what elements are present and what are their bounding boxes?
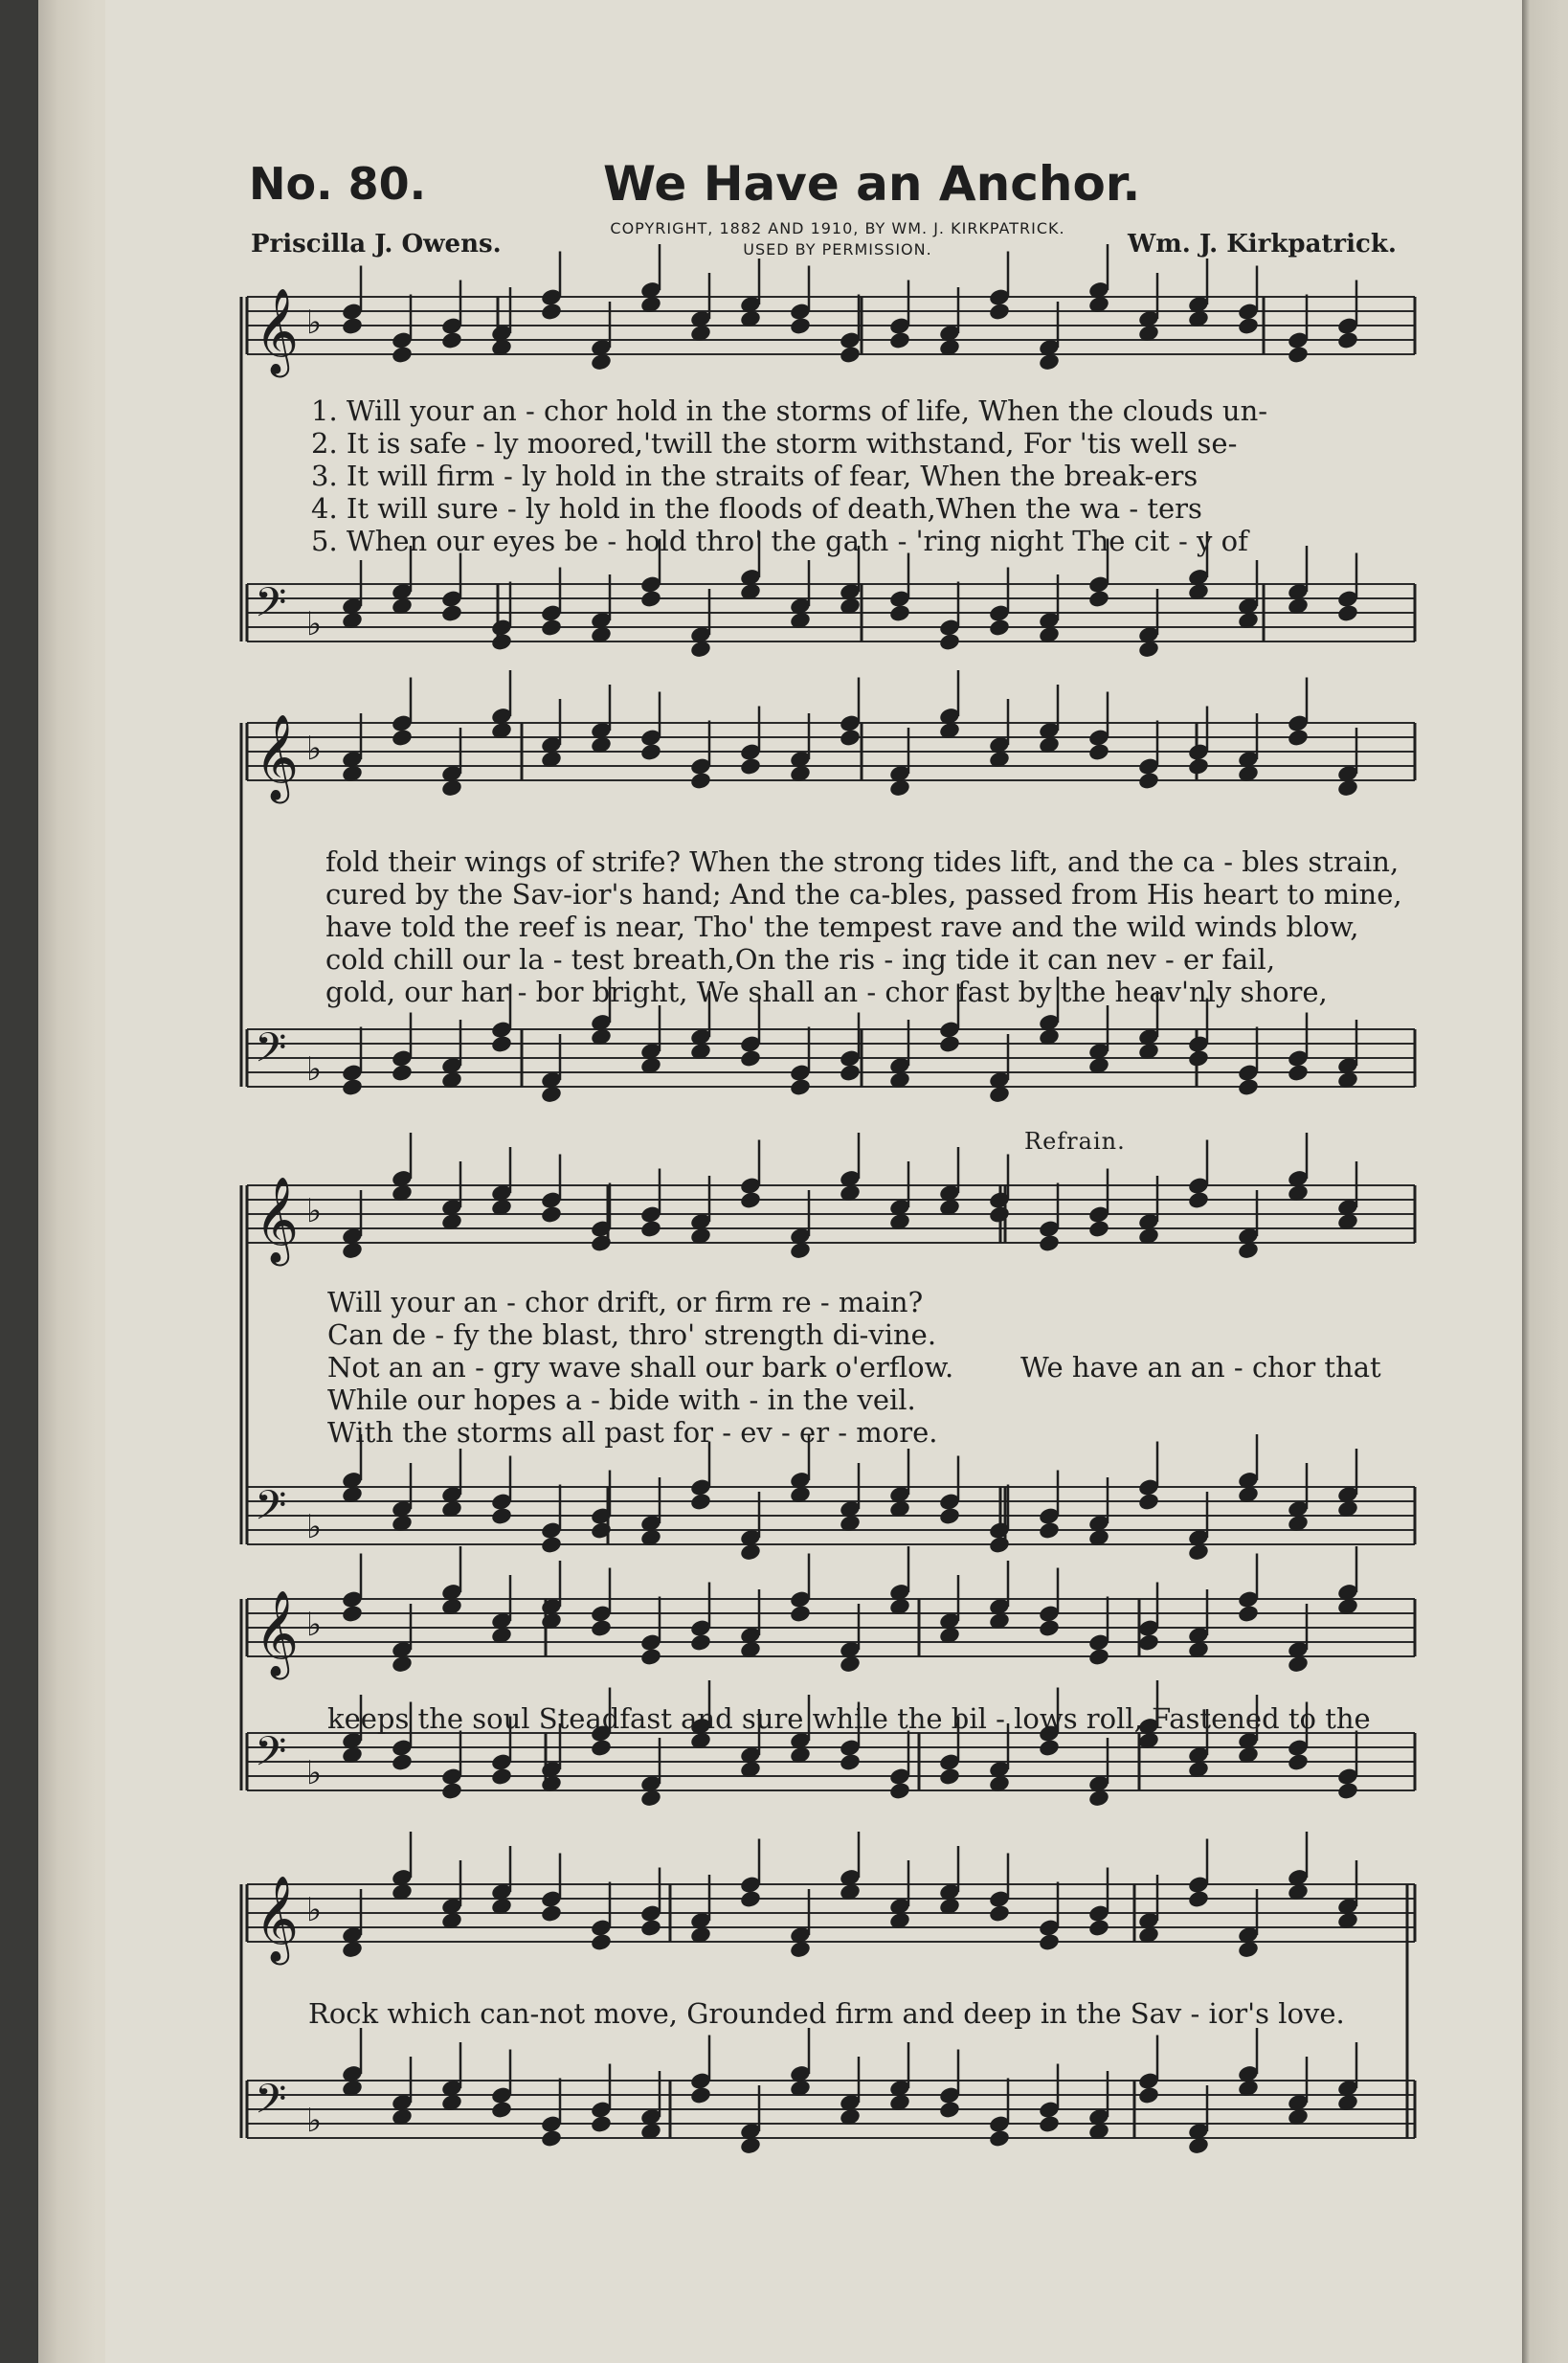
verse-4-line-a: 4. It will sure - ly hold in the floods of death,When the wa - ters — [311, 492, 1202, 525]
permission-line: USED BY PERMISSION. — [743, 240, 932, 259]
bass-clef-icon: 𝄢 — [255, 579, 287, 637]
treble-clef-icon: 𝄞 — [255, 1590, 300, 1677]
flat-icon: ♭ — [306, 1050, 323, 1089]
note-head — [590, 1932, 613, 1952]
refrain-line-1: We have an an - chor that — [1020, 1351, 1381, 1384]
verse-2-line-a: 2. It is safe - ly moored,'twill the storm withstand, For 'tis well se- — [311, 427, 1238, 460]
note-head — [1187, 756, 1210, 776]
note-head — [341, 316, 364, 336]
verse-4-line-c: While our hopes a - bide with - in the veil. — [327, 1384, 916, 1416]
note-head — [1137, 2085, 1160, 2105]
note-head — [639, 742, 662, 762]
bass-clef-icon: 𝄢 — [255, 2076, 287, 2133]
note-head — [639, 1647, 662, 1667]
note-head — [440, 330, 463, 350]
verse-2-line-b: cured by the Sav-ior's hand; And the ca-bles, passed from His heart to mine, — [325, 878, 1402, 911]
note-head — [1287, 1063, 1310, 1083]
note-head — [1187, 1889, 1210, 1909]
hymn-number: No. 80. — [249, 158, 427, 210]
verse-5-line-b: gold, our har - bor bright, We shall an - chor fast by the heav'nly shore, — [325, 976, 1328, 1008]
verse-3-line-b: have told the reef is near, Tho' the tempest rave and the wild winds blow, — [325, 911, 1359, 943]
note-head — [988, 2128, 1011, 2149]
note-head — [1038, 1932, 1061, 1952]
note-head — [590, 2114, 613, 2134]
note-head — [1038, 2114, 1061, 2134]
note-head — [689, 771, 712, 791]
note-head — [789, 1077, 812, 1097]
bass-clef-icon: 𝄢 — [255, 1728, 287, 1786]
note-head — [888, 330, 911, 350]
note-head — [789, 1604, 812, 1624]
note-head — [639, 1219, 662, 1239]
note-head — [1087, 742, 1110, 762]
note-head — [888, 1781, 911, 1801]
note-head — [938, 1034, 961, 1054]
note-head — [1087, 589, 1110, 609]
note-head — [739, 1889, 762, 1909]
note-head — [1087, 1647, 1110, 1667]
verse-1-line-c: Will your an - chor drift, or firm re - main? — [327, 1286, 924, 1318]
note-head — [1336, 330, 1359, 350]
note-head — [938, 1767, 961, 1787]
note-head — [1087, 1219, 1110, 1239]
lyricist: Priscilla J. Owens. — [251, 230, 502, 259]
note-head — [639, 589, 662, 609]
flat-icon: ♭ — [306, 1508, 323, 1546]
note-head — [1187, 1190, 1210, 1210]
note-head — [789, 316, 812, 336]
note-head — [689, 1492, 712, 1512]
note-head — [540, 1903, 563, 1924]
note-head — [540, 2128, 563, 2149]
note-head — [490, 1767, 513, 1787]
note-head — [490, 632, 513, 652]
note-head — [1187, 1048, 1210, 1069]
note-head — [938, 632, 961, 652]
refrain-line-2: keeps the soul Steadfast and sure while the bil - lows roll, Fastened to the — [327, 1702, 1371, 1735]
note-head — [639, 1918, 662, 1938]
verse-4-line-b: cold chill our la - test breath,On the ris - ing tide it can nev - er fail, — [325, 943, 1276, 976]
verse-1-line-a: 1. Will your an - chor hold in the storms of life, When the clouds un- — [311, 394, 1268, 427]
treble-clef-icon: 𝄞 — [255, 714, 300, 800]
note-head — [590, 1618, 613, 1638]
note-head — [540, 1204, 563, 1225]
note-head — [540, 1535, 563, 1555]
note-head — [1287, 1752, 1310, 1772]
note-head — [1137, 1632, 1160, 1653]
note-head — [988, 1535, 1011, 1555]
note-head — [1237, 1077, 1260, 1097]
note-head — [1336, 603, 1359, 623]
note-head — [1038, 1520, 1061, 1541]
note-head — [938, 1506, 961, 1526]
note-head — [1336, 1781, 1359, 1801]
note-head — [341, 1077, 364, 1097]
note-head — [590, 1738, 613, 1758]
note-head — [988, 1204, 1011, 1225]
note-head — [1038, 1233, 1061, 1253]
hymn-title: We Have an Anchor. — [603, 156, 1141, 212]
note-head — [490, 2100, 513, 2120]
note-head — [938, 2100, 961, 2120]
note-head — [888, 603, 911, 623]
treble-clef-icon: 𝄞 — [255, 1876, 300, 1962]
verse-5-line-a: 5. When our eyes be - hold thro' the gath - 'ring night The cit - y of — [311, 525, 1248, 557]
flat-icon: ♭ — [306, 1192, 323, 1230]
note-head — [440, 603, 463, 623]
note-head — [839, 728, 862, 748]
composer: Wm. J. Kirkpatrick. — [1128, 230, 1397, 259]
note-head — [988, 302, 1011, 322]
note-head — [391, 728, 414, 748]
note-head — [341, 1604, 364, 1624]
note-head — [1137, 1492, 1160, 1512]
note-head — [1237, 316, 1260, 336]
note-head — [839, 1752, 862, 1772]
note-head — [739, 1190, 762, 1210]
flat-icon: ♭ — [306, 605, 323, 643]
note-head — [689, 2085, 712, 2105]
note-head — [739, 1048, 762, 1069]
note-head — [1087, 1918, 1110, 1938]
treble-clef-icon: 𝄞 — [255, 1177, 300, 1263]
note-head — [391, 1063, 414, 1083]
note-head — [490, 1034, 513, 1054]
note-head — [391, 1752, 414, 1772]
note-head — [1038, 1618, 1061, 1638]
verse-2-line-c: Can de - fy the blast, thro' strength di-vine. — [327, 1318, 937, 1351]
note-head — [1287, 345, 1310, 365]
note-head — [1137, 771, 1160, 791]
note-head — [839, 1063, 862, 1083]
note-head — [391, 345, 414, 365]
flat-icon: ♭ — [306, 1754, 323, 1792]
bass-clef-icon: 𝄢 — [255, 1024, 287, 1082]
note-head — [440, 1781, 463, 1801]
note-head — [739, 756, 762, 776]
note-head — [988, 1903, 1011, 1924]
verse-3-line-c: Not an an - gry wave shall our bark o'erflow. — [327, 1351, 954, 1384]
flat-icon: ♭ — [306, 1891, 323, 1929]
note-head — [1237, 1604, 1260, 1624]
note-head — [689, 1632, 712, 1653]
note-head — [988, 618, 1011, 638]
note-head — [1287, 728, 1310, 748]
note-head — [1038, 1738, 1061, 1758]
flat-icon: ♭ — [306, 2102, 323, 2140]
bass-clef-icon: 𝄢 — [255, 1482, 287, 1540]
flat-icon: ♭ — [306, 1606, 323, 1644]
flat-icon: ♭ — [306, 304, 323, 342]
note-head — [490, 1506, 513, 1526]
note-head — [540, 618, 563, 638]
verse-1-line-b: fold their wings of strife? When the strong tides lift, and the ca - bles strain, — [325, 845, 1400, 878]
refrain-label: Refrain. — [1024, 1128, 1126, 1155]
verse-5-line-c: With the storms all past for - ev - er - more. — [327, 1416, 938, 1449]
note-head — [540, 302, 563, 322]
verse-3-line-a: 3. It will firm - ly hold in the straits of fear, When the break-ers — [311, 460, 1198, 492]
note-head — [839, 345, 862, 365]
copyright-line: COPYRIGHT, 1882 AND 1910, BY WM. J. KIRKPATRICK. — [610, 219, 1065, 237]
refrain-line-3: Rock which can-not move, Grounded firm and deep in the Sav - ior's love. — [308, 1997, 1345, 2030]
flat-icon: ♭ — [306, 730, 323, 768]
treble-clef-icon: 𝄞 — [255, 288, 300, 374]
